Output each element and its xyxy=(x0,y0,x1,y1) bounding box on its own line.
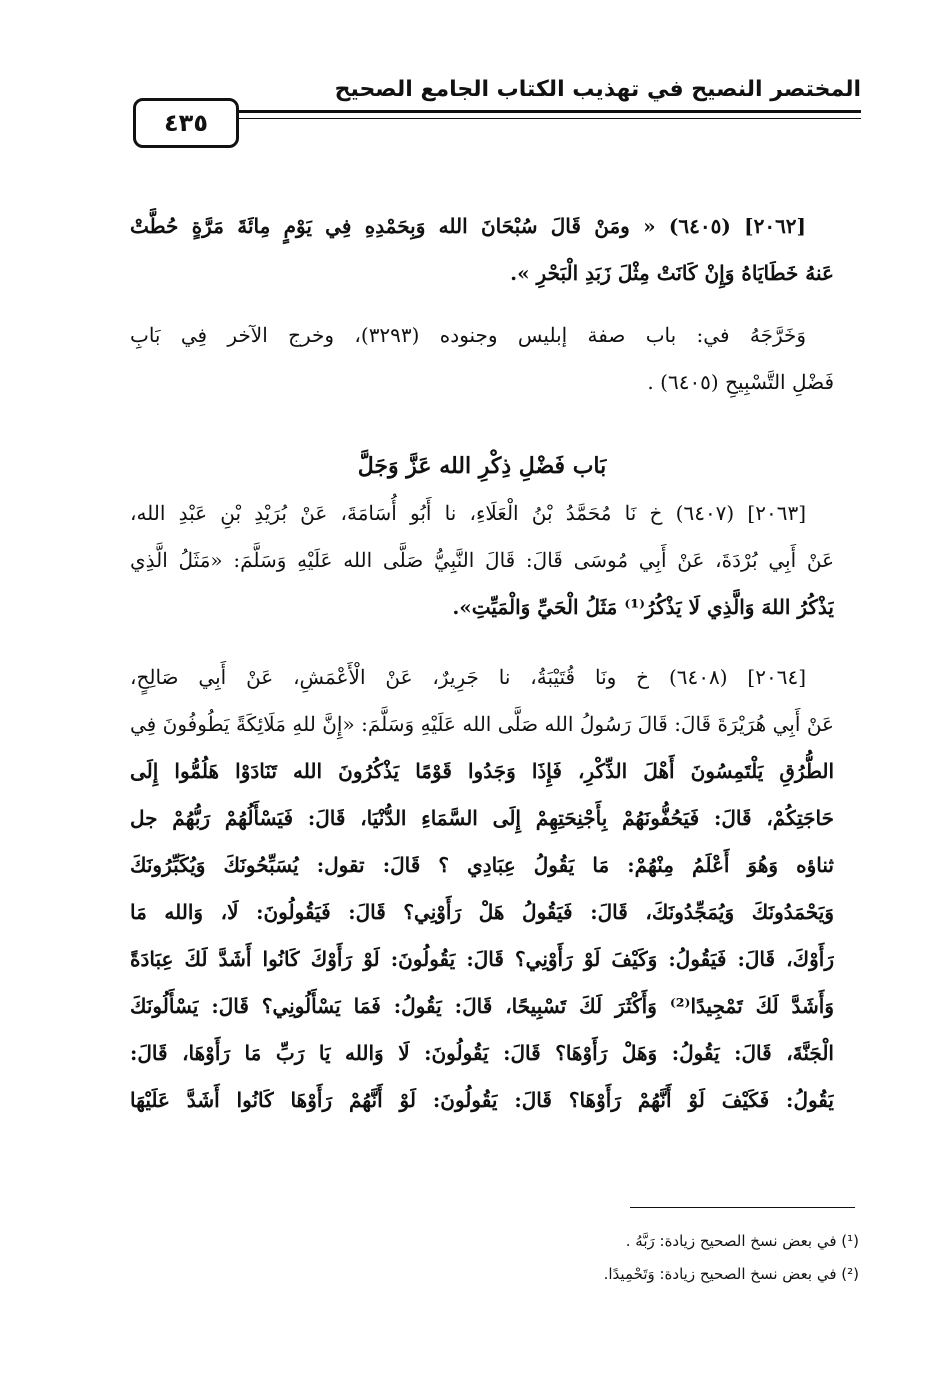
hadith-2064-block xyxy=(130,654,834,1124)
hadith-2062-block xyxy=(130,203,834,297)
text-line: رَأَوْكَ، قَالَ: فَيَقُولُ: وَكَيْفَ لَوْ رَأَوْنِي؟ قَالَ: يَقُولُونَ: لَوْ رَأَوْكَ كَانُوا أَشَدَّ لَكَ عِبَادَةً xyxy=(130,947,834,971)
text-line: وَخَرَّجَهُ في: باب صفة إبليس وجنوده (٣٢٩٣)، وخرج الآخر فِي بَابِ xyxy=(130,323,807,347)
chapter-heading: بَاب فَضْلِ ذِكْرِ الله عَزَّ وَجَلَّ xyxy=(357,453,607,479)
text-line: الْجَنَّةَ، قَالَ: يَقُولُ: وَهَلْ رَأَوْهَا؟ قَالَ: يَقُولُونَ: لَا وَالله يَا رَبِّ مَا رَأَوْهَا، قَالَ: xyxy=(130,1041,834,1065)
footnote-2: (²) في بعض نسخ الصحيح زيادة: وَتَحْمِيدًا. xyxy=(603,1265,859,1283)
header-rule-thin xyxy=(200,118,861,119)
text-line: [٢٠٦٢] (٦٤٠٥) « ومَنْ قَالَ سُبْحَانَ الله وَبِحَمْدِهِ فِي يَوْمٍ مِائَةَ مَرَّةٍ حُطَّتْ xyxy=(130,214,807,238)
text-line: الطُّرُقِ يَلْتَمِسُونَ أَهْلَ الذِّكْرِ، فَإِذَا وَجَدُوا قَوْمًا يَذْكُرُونَ الله تَنَادَوْا هَلُمُّوا إِلَى xyxy=(130,759,834,783)
hadith-2063-block xyxy=(130,490,834,631)
text-line: [٢٠٦٣] (٦٤٠٧) خ نَا مُحَمَّدُ بْنُ الْعَلَاءِ، نا أَبُو أُسَامَةَ، عَنْ بُرَيْدِ بْنِ عَبْدِ الله، xyxy=(130,501,807,525)
text-line: وَأَشَدَّ لَكَ تَمْجِيدًا⁽²⁾ وَأَكْثَرَ لَكَ تَسْبِيحًا، قَالَ: يَقُولُ: فَمَا يَسْأَلُونِي؟ قَالَ: يَسْأَلُونَكَ xyxy=(130,994,834,1018)
text-line: يَقُولُ: فَكَيْفَ لَوْ أَنَّهُمْ رَأَوْهَا؟ قَالَ: يَقُولُونَ: لَوْ أَنَّهُمْ رَأَوْهَا كَانُوا أَشَدَّ عَلَيْهَا xyxy=(130,1088,834,1112)
footnote-separator xyxy=(630,1207,855,1208)
text-line: [٢٠٦٤] (٦٤٠٨) خ ونَا قُتَيْبَةُ، نا جَرِيرٌ، عَنْ الْأَعْمَشِ، عَنْ أَبِي صَالِحٍ، xyxy=(130,665,806,689)
page-number: ٤٣٥ xyxy=(164,109,208,137)
page-number-box xyxy=(133,98,239,148)
text-line: فَضْلِ التَّسْبِيحِ (٦٤٠٥) . xyxy=(647,370,834,394)
text-line: ثناؤه وَهُوَ أَعْلَمُ مِنْهُمْ: مَا يَقُولُ عِبَادِي ؟ قَالَ: تقول: يُسَبِّحُونَكَ وَيُكَبِّرُونَكَ xyxy=(130,853,834,877)
text-line: عَنهُ خَطَايَاهُ وَإِنْ كَانَتْ مِثْلَ زَبَدِ الْبَحْرِ ». xyxy=(510,261,834,285)
footnote-1: (¹) في بعض نسخ الصحيح زيادة: رَبَّهُ . xyxy=(625,1232,859,1250)
header-rule-thick xyxy=(200,110,861,113)
text-line: عَنْ أَبِي بُرْدَةَ، عَنْ أَبِي مُوسَى قَالَ: قَالَ النَّبِيُّ صَلَّى الله عَلَيْهِ وَسَلَّمَ: «مَثَلُ الَّذِي xyxy=(130,548,834,572)
text-line: حَاجَتِكُمْ، قَالَ: فَيَحُفُّونَهُمْ بِأَجْنِحَتِهِمْ إِلَى السَّمَاءِ الدُّنْيَا، قَالَ: فَيَسْأَلُهُمْ رَبُّهُمْ جل xyxy=(130,806,834,830)
text-line: وَيَحْمَدُونَكَ وَيُمَجِّدُونَكَ، قَالَ: فَيَقُولُ هَلْ رَأَوْنِي؟ قَالَ: فَيَقُولُونَ: لَا، وَالله مَا xyxy=(130,900,834,924)
running-header-title: المختصر النصيح في تهذيب الكتاب الجامع الصحيح xyxy=(334,77,861,102)
takhrij-block xyxy=(130,312,834,406)
text-line: عَنْ أَبِي هُرَيْرَةَ قَالَ: قَالَ رَسُولُ الله صَلَّى الله عَلَيْهِ وَسَلَّمَ: «إِنَّ للهِ مَلَائِكَةً يَطُوفُونَ فِي xyxy=(130,712,834,736)
text-line: يَذْكُرُ اللهَ وَالَّذِي لَا يَذْكُرُ⁽¹⁾ مَثَلُ الْحَيِّ وَالْمَيِّتِ». xyxy=(452,595,834,619)
